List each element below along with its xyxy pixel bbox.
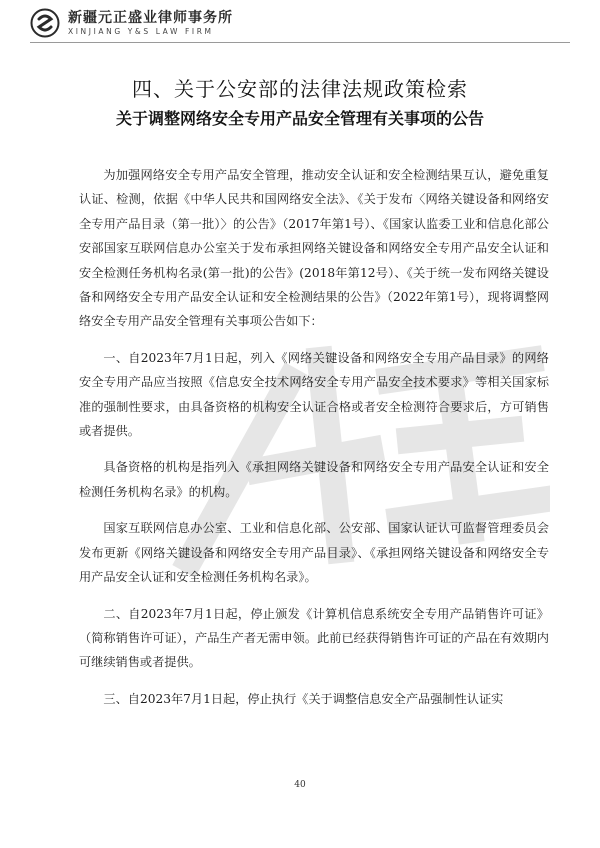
paragraph: 一、自2023年7月1日起，列入《网络关键设备和网络安全专用产品目录》的网络安全专用产品应当按照《信息安全技术网络安全专用产品安全技术要求》等相关国家标准的强制性要求，由具备资格的机构安全认证合格或者安全检测符合要求后，方可销售或者提供。 (79, 350, 549, 439)
section-title: 四、关于公安部的法律法规政策检索 (132, 77, 468, 101)
page-number: 40 (294, 780, 306, 790)
paragraph: 国家互联网信息办公室、工业和信息化部、公安部、国家认证认可监督管理委员会发布更新《网络关键设备和网络安全专用产品目录》、《承担网络关键设备和网络安全专用产品安全认证和安全检测任务机构名录》。 (79, 521, 549, 585)
document-body (79, 163, 549, 723)
firm-logo-icon (30, 8, 60, 38)
paragraph: 三、自2023年7月1日起，停止执行《关于调整信息安全产品强制性认证实 (103, 691, 504, 706)
firm-name-en: XINJIANG Y&S LAW FIRM (68, 26, 214, 36)
document-title: 关于调整网络安全专用产品安全管理有关事项的公告 (115, 109, 484, 128)
paragraph: 具备资格的机构是指列入《承担网络关键设备和网络安全专用产品安全认证和安全检测任务机构名录》的机构。 (79, 460, 549, 499)
paragraph: 二、自2023年7月1日起，停止颁发《计算机信息系统安全专用产品销售许可证》（简称销售许可证），产品生产者无需申领。此前已经获得销售许可证的产品在有效期内可继续销售或者提供。 (79, 606, 549, 670)
letterhead (30, 6, 233, 40)
header-divider (30, 42, 570, 43)
firm-name-cn: 新疆元正盛业律师事务所 (68, 9, 233, 26)
paragraph: 为加强网络安全专用产品安全管理，推动安全认证和安全检测结果互认，避免重复认证、检测，依据《中华人民共和国网络安全法》、《关于发布〈网络关键设备和网络安全专用产品目录（第一批）〉的公告》（2017年第1号）、《国家认监委工业和信息化部公安部国家互联网信息办公室关于发布承担网络关键设备和网络安全专用产品安全认证和安全检测任务机构名录(第一批)的公告》(2018年第12号）、《关于统一发布网络关键设备和网络安全专用产品安全认证和安全检测结果的公告》（2022年第1号），现将调整网络安全专用产品安全管理有关事项公告如下： (79, 168, 549, 329)
